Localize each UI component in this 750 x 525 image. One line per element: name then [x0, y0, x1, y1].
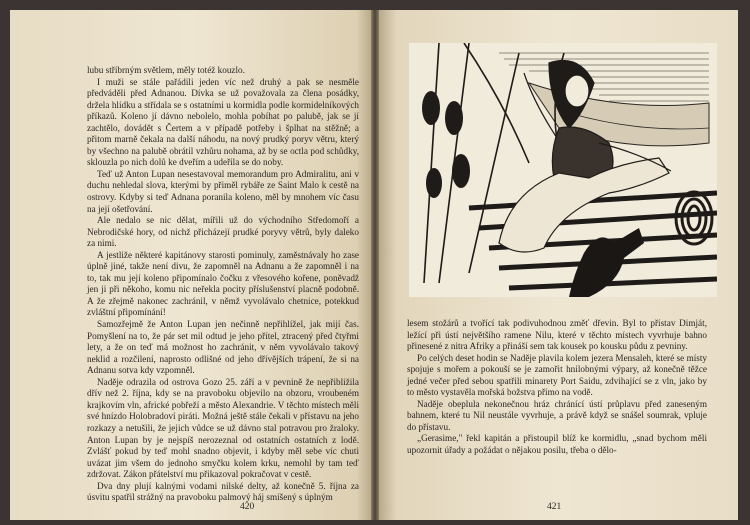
page-number: 421: [547, 502, 562, 512]
left-page: [10, 10, 371, 520]
paragraph: A jestliže některé kapitánovy starosti pominuly, zaměstnávaly ho zase úplně jiné, takže není divu, že zapomněl na Adnanu a že zapomněl i na to, tak mu její koleno připomínalo čočku z vřesového kořene, poněvadž jen ji při někoho, komu nic neřekla pocity příslušenství placně podobně. A že zřejmě nakonec zachránil, v němž vyvolávalo chetnice, potekkud zvláštní připomínání!: [87, 249, 359, 318]
paragraph: Po celých deset hodin se Naděje plavila kolem jezera Mensaleh, které se místy spojuje s mořem a pokouší se je zamořit hnilobnými výpary, až konečně těžce jedné večer před sebou spatřili minarety Port Saidu, zdvihající se z vln, jako by to město vystavěla mořská božstva přímo na vodě.: [407, 352, 707, 398]
left-page-text: [87, 65, 359, 504]
paragraph: „Gerasime," řekl kapitán a přistoupil blíž ke kormidlu, „snad bychom měli upozornit úřady a požádat o nějakou posilu, třeba o dělo-: [407, 433, 707, 456]
right-page-text: [407, 318, 707, 457]
paragraph: Dva dny plují kalnými vodami nilské delty, až konečně 5. října za úsvitu spatřil strážný na pravoboku palmový háj smíšený s úplným: [87, 480, 359, 503]
right-page: [379, 10, 738, 520]
paragraph: I muži se stále pařádili jeden víc než druhý a pak se nesměle předváděli před Adnanou. Dívka se už považovala za člena posádky, držela hlídku a střídala se s ostatními u kormidla podle kormidelníkových příkazů. Koleno jí dávno nebolelo, mohla pobíhat po palubě, jak se jí zachtělo, dovádět s Čertem a v případě potřeby i šplhat na stěžně; a přitom marně čekala na další náhodu, na nový prudký poryv větru, který by všechno na palubě obrátil vzhůru nohama, až by se octla pod schůdky, sklouzla po nich dolů ke dveřím a udeřila se do noby.: [87, 76, 359, 168]
paragraph: Naděje obeplula nekonečnou hráz chránící ústí průplavu před zaneseným bahnem, které tu Nil neustále vyvrhuje, a právě když se snášel soumrak, vpluje do přístavu.: [407, 398, 707, 432]
paragraph: Naděje odrazila od ostrova Gozo 25. září a v pevnině že nepřibližila dřív než 2. října, kdy se na pravoboku objevilo na obzoru, vroubeném krajkovím vln, africké pobřeží a město Alexandrie. V těchto místech měli své hnízdo Holobradoví piráti. Možná ještě stále čekali v přístavu na jeho rozkazy a netušili, že jejich vůdce se už dávno stal potravou pro žraloky. Anton Lupan by je nejspíš nerozeznal od ostatních ostatních z lodě. Zvlášť pokud by teď mohl snadno objevit, i kdyby měl sebe víc chuti uvázat jim všem do jednoho smyčku kolem krku, nemohl by tam teď zdržovat. Zákon přátelství mu přikazoval pokračovat v cestě.: [87, 376, 359, 480]
paragraph: Teď už Anton Lupan nesestavoval memorandum pro Admiralitu, ani v duchu nehledal slova, kterými by přiměl rybáře ze Saint Malo k cestě na ostrovy. Kdyby si teď Adnana poranila koleno, měl by mnohem víc času na její ošetřování.: [87, 168, 359, 214]
paragraph: lubu stříbrným světlem, měly totéž kouzlo.: [87, 65, 245, 75]
paragraph: lesem stožárů a tvořící tak podivuhodnou změť dřevin. Byl to přístav Dimját, ležící při ústí největšího ramene Nilu, které v těchto místech vyvrhuje bahno přinesené z nitra Afriky a přináší sem tak kousek po kousku půdu z pevniny.: [407, 318, 707, 352]
paragraph: Ale nedalo se nic dělat, mířili už do východního Středomoří a Nebrodičské hory, od nichž přicházejí prudké poryvy větrů, byly daleko za nimi.: [87, 215, 359, 249]
paragraph: Samozřejmě že Anton Lupan jen nečinně nepřihlížel, jak mijí čas. Pomyšlení na to, že pár set mil odtud je jeho přítel, ztracený před čtyřmi lety, a že on teď má možnost ho zachránit, v něm vyvolávalo takový neklid a rozčilení, naprosto odlišné od jeho dřívějších trápení, že si na Adnanu sotva kdy vzpomněl.: [87, 319, 359, 376]
illustration-girl-on-ship-deck: [409, 43, 717, 297]
open-book: [10, 10, 738, 520]
page-number: 420: [240, 502, 255, 512]
book-spine: [371, 10, 379, 520]
